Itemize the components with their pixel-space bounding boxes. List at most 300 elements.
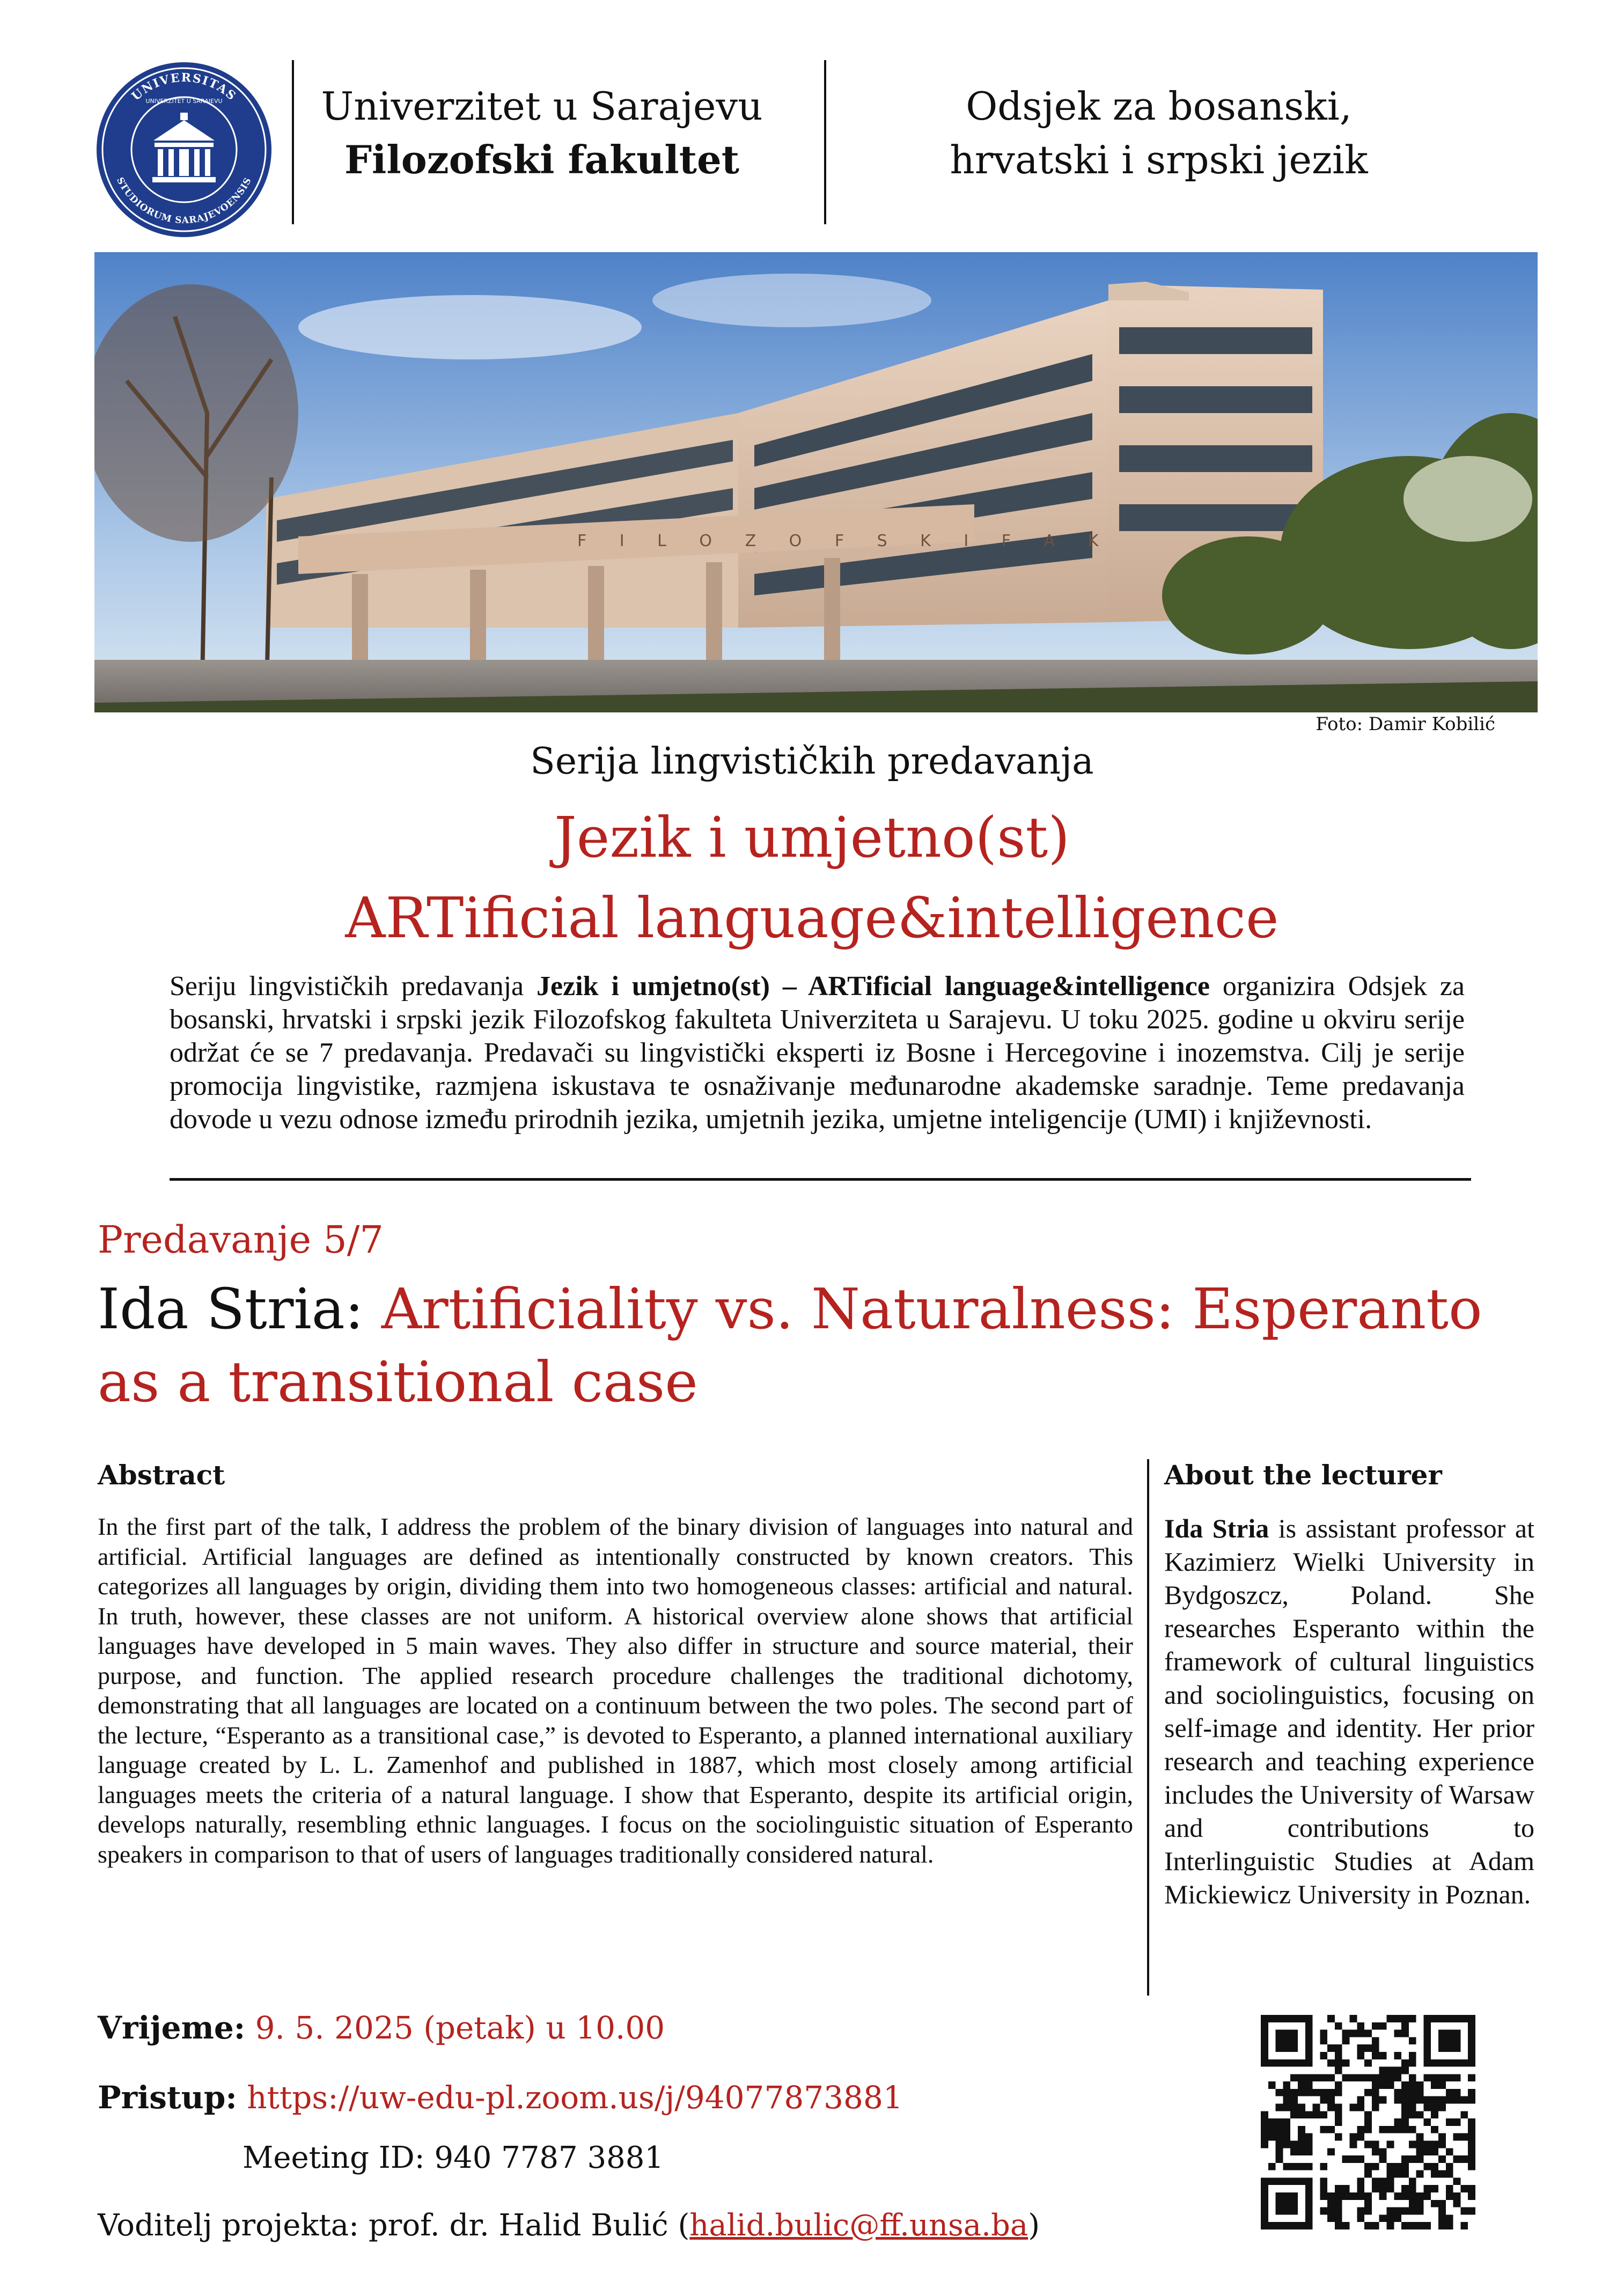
event-access — [98, 2079, 903, 2116]
seal-text-bottom: STUDIORUM SARAJEVOENSIS — [114, 175, 254, 226]
qr-module — [1446, 2015, 1453, 2022]
qr-module — [1283, 2200, 1290, 2207]
about-lecturer-bio: is assistant professor at Kazimierz Wielki University in Bydgoszcz, Poland. She researches Esperanto within the framework of cultural linguistics and sociolinguistics, focusing on self-image and identity. Her prior research and teaching experience includes the University of Warsaw and contributions to Interlinguistic Studies at Adam Mickiewicz University in Poznan. — [1164, 1513, 1534, 1909]
qr-module — [1394, 2052, 1401, 2059]
qr-module — [1386, 2222, 1394, 2229]
qr-module — [1283, 2081, 1290, 2089]
qr-module — [1409, 2052, 1416, 2059]
qr-module — [1468, 2126, 1475, 2133]
qr-module — [1460, 2133, 1468, 2141]
qr-module — [1298, 2163, 1305, 2170]
qr-module — [1320, 2207, 1327, 2215]
qr-module — [1460, 2185, 1468, 2192]
qr-module — [1290, 2222, 1298, 2229]
qr-module — [1394, 2126, 1401, 2133]
qr-module — [1416, 2170, 1424, 2178]
qr-module — [1364, 2074, 1372, 2081]
qr-module — [1423, 2140, 1431, 2148]
qr-module — [1364, 2192, 1372, 2200]
qr-module — [1372, 2081, 1379, 2089]
qr-module — [1276, 2118, 1283, 2126]
qr-module — [1305, 2022, 1313, 2030]
qr-module — [1320, 2126, 1327, 2133]
qr-module — [1283, 2163, 1290, 2170]
qr-module — [1305, 2044, 1313, 2052]
qr-module — [1409, 2200, 1416, 2207]
project-leader — [98, 2208, 1040, 2243]
qr-module — [1276, 2044, 1283, 2052]
qr-module — [1327, 2126, 1335, 2133]
qr-module — [1298, 2126, 1305, 2133]
qr-module — [1290, 2074, 1298, 2081]
qr-module — [1364, 2126, 1372, 2133]
qr-module — [1379, 2052, 1387, 2059]
qr-module — [1401, 2192, 1409, 2200]
series-intro-bold: Jezik i umjetno(st) – ARTificial language&intelligence — [537, 971, 1210, 1002]
zoom-link[interactable]: https://uw-edu-pl.zoom.us/j/94077873881 — [237, 2079, 903, 2116]
qr-module — [1335, 2214, 1342, 2222]
qr-module — [1416, 2140, 1424, 2148]
qr-module — [1401, 2170, 1409, 2178]
qr-module — [1431, 2059, 1438, 2067]
qr-module — [1431, 2096, 1438, 2104]
qr-module — [1298, 2081, 1305, 2089]
qr-module — [1394, 2096, 1401, 2104]
qr-module — [1460, 2111, 1468, 2118]
qr-module — [1409, 2089, 1416, 2096]
qr-module — [1350, 2030, 1357, 2037]
qr-module — [1423, 2022, 1431, 2030]
qr-module — [1372, 2163, 1379, 2170]
qr-module — [1298, 2148, 1305, 2155]
qr-module — [1290, 2096, 1298, 2104]
qr-module — [1305, 2111, 1313, 2118]
qr-module — [1431, 2163, 1438, 2170]
qr-module — [1305, 2185, 1313, 2192]
qr-module — [1438, 2030, 1446, 2037]
qr-module — [1386, 2081, 1394, 2089]
qr-module — [1290, 2140, 1298, 2148]
qr-module — [1446, 2148, 1453, 2155]
faculty-building-photo — [94, 252, 1538, 712]
qr-module — [1290, 2148, 1298, 2155]
lecture-number: Predavanje 5/7 — [98, 1218, 384, 1262]
qr-module — [1431, 2140, 1438, 2148]
qr-module — [1357, 2214, 1364, 2222]
qr-module — [1364, 2207, 1372, 2215]
qr-module — [1401, 2104, 1409, 2111]
qr-module — [1335, 2081, 1342, 2089]
qr-module — [1431, 2104, 1438, 2111]
qr-module — [1261, 2118, 1268, 2126]
qr-module — [1276, 2192, 1283, 2200]
qr-module — [1446, 2074, 1453, 2081]
qr-module — [1401, 2030, 1409, 2037]
qr-module — [1268, 2059, 1276, 2067]
abstract-heading: Abstract — [98, 1459, 225, 1491]
qr-module — [1268, 2163, 1276, 2170]
qr-module — [1438, 2170, 1446, 2178]
qr-module — [1446, 2214, 1453, 2222]
qr-module — [1416, 2081, 1424, 2089]
qr-module — [1305, 2163, 1313, 2170]
qr-module — [1468, 2207, 1475, 2215]
qr-module — [1313, 2104, 1320, 2111]
qr-module — [1379, 2126, 1387, 2133]
qr-module — [1409, 2059, 1416, 2067]
building-sign: F I L O Z O F S K I F A K — [577, 532, 1113, 550]
qr-module — [1453, 2177, 1461, 2185]
qr-module — [1357, 2074, 1364, 2081]
qr-module — [1468, 2059, 1475, 2067]
qr-module — [1468, 2118, 1475, 2126]
qr-module — [1364, 2030, 1372, 2037]
leader-text: Voditelj projekta: prof. dr. Halid Bulić ( — [98, 2208, 690, 2243]
qr-module — [1394, 2089, 1401, 2096]
qr-module — [1401, 2081, 1409, 2089]
qr-module — [1320, 2163, 1327, 2170]
qr-module — [1372, 2089, 1379, 2096]
qr-module — [1283, 2192, 1290, 2200]
qr-module — [1372, 2074, 1379, 2081]
qr-module — [1446, 2163, 1453, 2170]
qr-module — [1283, 2104, 1290, 2111]
qr-module — [1276, 2222, 1283, 2229]
qr-module — [1261, 2015, 1268, 2022]
qr-module — [1416, 2155, 1424, 2163]
qr-module — [1423, 2037, 1431, 2044]
qr-module — [1438, 2222, 1446, 2229]
qr-module — [1379, 2148, 1387, 2155]
qr-module — [1372, 2037, 1379, 2044]
access-label: Pristup: — [98, 2079, 237, 2116]
qr-module — [1372, 2044, 1379, 2052]
qr-module — [1305, 2192, 1313, 2200]
qr-module — [1401, 2155, 1409, 2163]
qr-module — [1379, 2185, 1387, 2192]
about-lecturer-name: Ida Stria — [1164, 1513, 1269, 1543]
qr-module — [1261, 2044, 1268, 2052]
qr-module — [1335, 2044, 1342, 2052]
qr-module — [1305, 2037, 1313, 2044]
qr-module — [1290, 2044, 1298, 2052]
qr-module — [1431, 2015, 1438, 2022]
qr-module — [1409, 2185, 1416, 2192]
qr-module — [1276, 2104, 1283, 2111]
qr-module — [1327, 2148, 1335, 2155]
qr-module — [1446, 2192, 1453, 2200]
qr-module — [1423, 2052, 1431, 2059]
qr-module — [1335, 2067, 1342, 2074]
qr-module — [1401, 2089, 1409, 2096]
qr-module — [1261, 2030, 1268, 2037]
qr-module — [1327, 2096, 1335, 2104]
qr-module — [1409, 2140, 1416, 2148]
qr-module — [1401, 2015, 1409, 2022]
qr-module — [1379, 2192, 1387, 2200]
qr-module — [1305, 2030, 1313, 2037]
qr-module — [1261, 2177, 1268, 2185]
qr-module — [1468, 2037, 1475, 2044]
qr-module — [1298, 2140, 1305, 2148]
leader-close: ) — [1028, 2208, 1040, 2243]
qr-module — [1320, 2037, 1327, 2044]
qr-module — [1386, 2140, 1394, 2148]
qr-module — [1320, 2185, 1327, 2192]
qr-module — [1305, 2148, 1313, 2155]
qr-module — [1276, 2059, 1283, 2067]
qr-module — [1320, 2192, 1327, 2200]
qr-module — [1276, 2207, 1283, 2215]
qr-module — [1290, 2030, 1298, 2037]
qr-module — [1423, 2163, 1431, 2170]
qr-module — [1386, 2177, 1394, 2185]
qr-module — [1446, 2222, 1453, 2229]
seal-text-left: UNIVERZITET U SARAJEVU — [145, 98, 223, 105]
qr-module — [1438, 2081, 1446, 2089]
qr-module — [1320, 2030, 1327, 2037]
qr-module — [1409, 2096, 1416, 2104]
about-lecturer-text — [1164, 1512, 1534, 1911]
qr-module — [1342, 2192, 1350, 2200]
qr-module — [1423, 2015, 1431, 2022]
qr-module — [1446, 2096, 1453, 2104]
qr-module — [1283, 2222, 1290, 2229]
qr-module — [1438, 2133, 1446, 2141]
qr-module — [1394, 2163, 1401, 2170]
qr-module — [1283, 2037, 1290, 2044]
qr-module — [1276, 2015, 1283, 2022]
qr-module — [1379, 2096, 1387, 2104]
qr-module — [1268, 2081, 1276, 2089]
qr-module — [1327, 2059, 1335, 2067]
qr-module — [1438, 2200, 1446, 2207]
qr-module — [1431, 2170, 1438, 2178]
qr-module — [1290, 2177, 1298, 2185]
qr-module — [1409, 2015, 1416, 2022]
qr-module — [1305, 2200, 1313, 2207]
series-subtitle: Serija lingvističkih predavanja — [530, 740, 1094, 783]
qr-module — [1409, 2081, 1416, 2089]
qr-module — [1290, 2111, 1298, 2118]
qr-module — [1335, 2200, 1342, 2207]
qr-module — [1357, 2155, 1364, 2163]
qr-module — [1438, 2155, 1446, 2163]
qr-module — [1335, 2222, 1342, 2229]
qr-module — [1423, 2192, 1431, 2200]
qr-module — [1268, 2177, 1276, 2185]
qr-module — [1401, 2118, 1409, 2126]
qr-module — [1261, 2133, 1268, 2141]
qr-module — [1335, 2192, 1342, 2200]
qr-module — [1453, 2037, 1461, 2044]
qr-module — [1290, 2037, 1298, 2044]
qr-module — [1379, 2155, 1387, 2163]
qr-module — [1386, 2126, 1394, 2133]
qr-module — [1261, 2222, 1268, 2229]
qr-module — [1386, 2185, 1394, 2192]
qr-module — [1453, 2192, 1461, 2200]
qr-module — [1386, 2214, 1394, 2222]
qr-module — [1386, 2207, 1394, 2215]
qr-module — [1468, 2155, 1475, 2163]
qr-module — [1438, 2140, 1446, 2148]
qr-module — [1416, 2111, 1424, 2118]
qr-module — [1290, 2089, 1298, 2096]
qr-module — [1305, 2177, 1313, 2185]
qr-module — [1283, 2126, 1290, 2133]
qr-module — [1320, 2089, 1327, 2096]
qr-module — [1335, 2052, 1342, 2059]
qr-module — [1401, 2185, 1409, 2192]
qr-module — [1468, 2140, 1475, 2148]
qr-module — [1468, 2089, 1475, 2096]
qr-module — [1394, 2067, 1401, 2074]
qr-module — [1409, 2177, 1416, 2185]
series-title-line-2: ARTificial language&intelligence — [345, 885, 1279, 951]
qr-module — [1379, 2067, 1387, 2074]
qr-module — [1364, 2118, 1372, 2126]
faculty-name: Filozofski fakultet — [344, 137, 740, 182]
qr-module — [1261, 2052, 1268, 2059]
qr-module — [1268, 2118, 1276, 2126]
qr-module — [1327, 2104, 1335, 2111]
qr-module — [1468, 2044, 1475, 2052]
qr-module — [1342, 2037, 1350, 2044]
qr-module — [1283, 2030, 1290, 2037]
qr-module — [1446, 2185, 1453, 2192]
about-lecturer-heading: About the lecturer — [1164, 1459, 1442, 1491]
qr-module — [1416, 2148, 1424, 2155]
qr-module — [1335, 2089, 1342, 2096]
qr-module — [1379, 2081, 1387, 2089]
qr-module — [1283, 2118, 1290, 2126]
qr-module — [1460, 2222, 1468, 2229]
qr-module — [1350, 2140, 1357, 2148]
qr-module — [1313, 2111, 1320, 2118]
qr-module — [1290, 2192, 1298, 2200]
qr-module — [1350, 2192, 1357, 2200]
qr-module — [1460, 2059, 1468, 2067]
qr-module — [1357, 2177, 1364, 2185]
lecture-speaker: Ida Stria: — [98, 1276, 381, 1342]
qr-module — [1394, 2207, 1401, 2215]
qr-module — [1468, 2192, 1475, 2200]
qr-module — [1423, 2096, 1431, 2104]
qr-module — [1453, 2074, 1461, 2081]
qr-module — [1423, 2185, 1431, 2192]
qr-module — [1401, 2126, 1409, 2133]
department-line-1: Odsjek za bosanski, — [966, 84, 1352, 129]
qr-module — [1394, 2118, 1401, 2126]
qr-module — [1453, 2030, 1461, 2037]
qr-module — [1468, 2133, 1475, 2141]
qr-module — [1438, 2059, 1446, 2067]
qr-module — [1320, 2177, 1327, 2185]
qr-module — [1460, 2096, 1468, 2104]
qr-module — [1460, 2015, 1468, 2022]
qr-module — [1350, 2155, 1357, 2163]
qr-module — [1409, 2111, 1416, 2118]
qr-module — [1290, 2163, 1298, 2170]
qr-module — [1335, 2059, 1342, 2067]
qr-module — [1261, 2126, 1268, 2133]
qr-module — [1401, 2067, 1409, 2074]
qr-module — [1357, 2096, 1364, 2104]
seal-text-top: UNIVERSITAS — [129, 70, 239, 104]
qr-module — [1335, 2118, 1342, 2126]
qr-module — [1305, 2052, 1313, 2059]
qr-module — [1453, 2015, 1461, 2022]
qr-module — [1364, 2200, 1372, 2207]
qr-module — [1342, 2155, 1350, 2163]
qr-module — [1305, 2207, 1313, 2215]
qr-module — [1305, 2059, 1313, 2067]
qr-module — [1416, 2192, 1424, 2200]
qr-module — [1268, 2015, 1276, 2022]
qr-code[interactable] — [1261, 2015, 1475, 2229]
qr-module — [1276, 2200, 1283, 2207]
qr-module — [1357, 2126, 1364, 2133]
qr-module — [1320, 2111, 1327, 2118]
leader-email-link[interactable]: halid.bulic@ff.unsa.ba — [689, 2208, 1028, 2243]
abstract-text: In the first part of the talk, I address the problem of the binary division of languages into natural and artificial. Artificial languages are defined as intentionally constructed by known creators. This categorizes all languages by origin, dividing them into two homogeneous classes: artificial and natural. In truth, however, these classes are not uniform. A historical overview alone shows that artificial languages have developed in 5 main waves. They also differ in structure and source material, their purpose, and function. The applied research procedure challenges the traditional dichotomy, demonstrating that all languages are located on a continuum between the two poles. The second part of the lecture, “Esperanto as a transitional case,” is devoted to Esperanto, a planned international auxiliary language created by L. L. Zamenhof and published in 1887, which most closely among artificial languages meets the criteria of a natural language. I show that Esperanto, despite its artificial origin, develops naturally, resembling ethnic languages. I focus on the sociolinguistic situation of Esperanto speakers in comparison to that of users of languages traditionally considered natural. — [98, 1513, 1133, 1868]
qr-module — [1364, 2170, 1372, 2178]
qr-module — [1327, 2200, 1335, 2207]
qr-module — [1394, 2030, 1401, 2037]
qr-module — [1335, 2104, 1342, 2111]
qr-module — [1453, 2133, 1461, 2141]
qr-module — [1313, 2089, 1320, 2096]
header-divider-left — [292, 60, 294, 224]
qr-module — [1438, 2207, 1446, 2215]
qr-module — [1468, 2030, 1475, 2037]
qr-module — [1372, 2222, 1379, 2229]
qr-module — [1423, 2030, 1431, 2037]
qr-module — [1276, 2140, 1283, 2148]
qr-module — [1276, 2177, 1283, 2185]
qr-module — [1386, 2170, 1394, 2178]
qr-module — [1372, 2177, 1379, 2185]
university-block — [300, 79, 783, 187]
qr-module — [1298, 2133, 1305, 2141]
qr-module — [1460, 2207, 1468, 2215]
qr-module — [1298, 2015, 1305, 2022]
series-intro — [170, 970, 1465, 1136]
qr-module — [1290, 2200, 1298, 2207]
qr-module — [1283, 2133, 1290, 2141]
qr-module — [1453, 2118, 1461, 2126]
qr-module — [1350, 2104, 1357, 2111]
qr-module — [1409, 2104, 1416, 2111]
qr-module — [1438, 2015, 1446, 2022]
qr-module — [1423, 2118, 1431, 2126]
qr-module — [1416, 2096, 1424, 2104]
qr-module — [1261, 2059, 1268, 2067]
qr-module — [1276, 2126, 1283, 2133]
qr-module — [1401, 2059, 1409, 2067]
qr-module — [1268, 2222, 1276, 2229]
qr-module — [1357, 2192, 1364, 2200]
qr-module — [1394, 2015, 1401, 2022]
qr-module — [1335, 2133, 1342, 2141]
qr-module — [1283, 2015, 1290, 2022]
qr-module — [1460, 2155, 1468, 2163]
qr-module — [1372, 2148, 1379, 2155]
qr-module — [1357, 2133, 1364, 2141]
qr-module — [1453, 2155, 1461, 2163]
qr-module — [1386, 2067, 1394, 2074]
